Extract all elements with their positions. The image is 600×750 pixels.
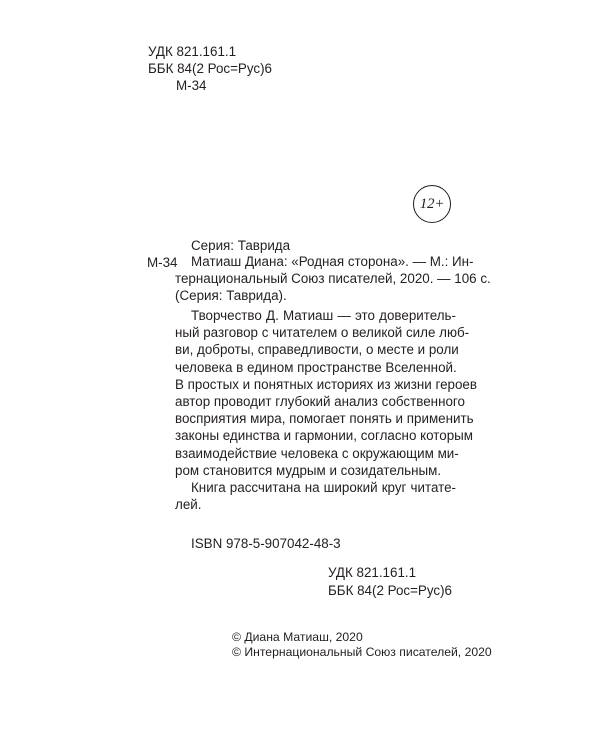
isbn-number: ISBN 978-5-907042-48-3 <box>191 536 341 551</box>
abstract-row: восприятия мира, помогает понять и применить <box>175 411 474 427</box>
footer-bbk-code: ББК 84(2 Рос=Рус)6 <box>328 583 453 598</box>
bibliographic-description <box>175 254 491 304</box>
age-rating-badge <box>413 185 451 223</box>
bibliographic-row: Матиаш Диана: «Родная сторона». — М.: Ин- <box>191 254 474 269</box>
book-abstract <box>175 307 477 513</box>
abstract-row: человека в едином пространстве Вселенной. <box>175 359 457 375</box>
copyright-author: © Диана Матиаш, 2020 <box>232 630 363 644</box>
abstract-row: лей. <box>175 497 202 513</box>
abstract-row: ви, доброты, справедливости, о месте и роли <box>175 342 459 358</box>
bibliographic-row: тернациональный Союз писателей, 2020. — 106 с. <box>175 270 491 286</box>
abstract-row: Творчество Д. Матиаш — это доверитель- <box>191 308 456 323</box>
abstract-row: автор проводит глубокий анализ собственного <box>175 394 465 410</box>
header-udk-code: УДК 821.161.1 <box>148 44 237 59</box>
bibliographic-row: (Серия: Таврида). <box>175 287 287 303</box>
abstract-row: взаимодействие человека с окружающим ми- <box>175 445 459 461</box>
abstract-row: законы единства и гармонии, согласно которым <box>175 428 473 444</box>
header-author-code: М-34 <box>176 78 207 93</box>
abstract-row: В простых и понятных историях из жизни героев <box>175 376 477 392</box>
abstract-row: ный разговор с читателем о великой силе люб- <box>175 325 470 341</box>
abstract-row: ром становится мудрым и созидательным. <box>175 462 442 478</box>
footer-udk-code: УДК 821.161.1 <box>328 565 417 580</box>
age-rating-label: 12+ <box>419 195 445 212</box>
series-line: Серия: Таврида <box>191 238 291 253</box>
header-bbk-code: ББК 84(2 Рос=Рус)6 <box>148 61 273 76</box>
author-mark: М-34 <box>147 255 178 270</box>
abstract-row: Книга рассчитана на широкий круг читате- <box>191 480 456 496</box>
copyright-publisher: © Интернациональный Союз писателей, 2020 <box>232 645 492 659</box>
